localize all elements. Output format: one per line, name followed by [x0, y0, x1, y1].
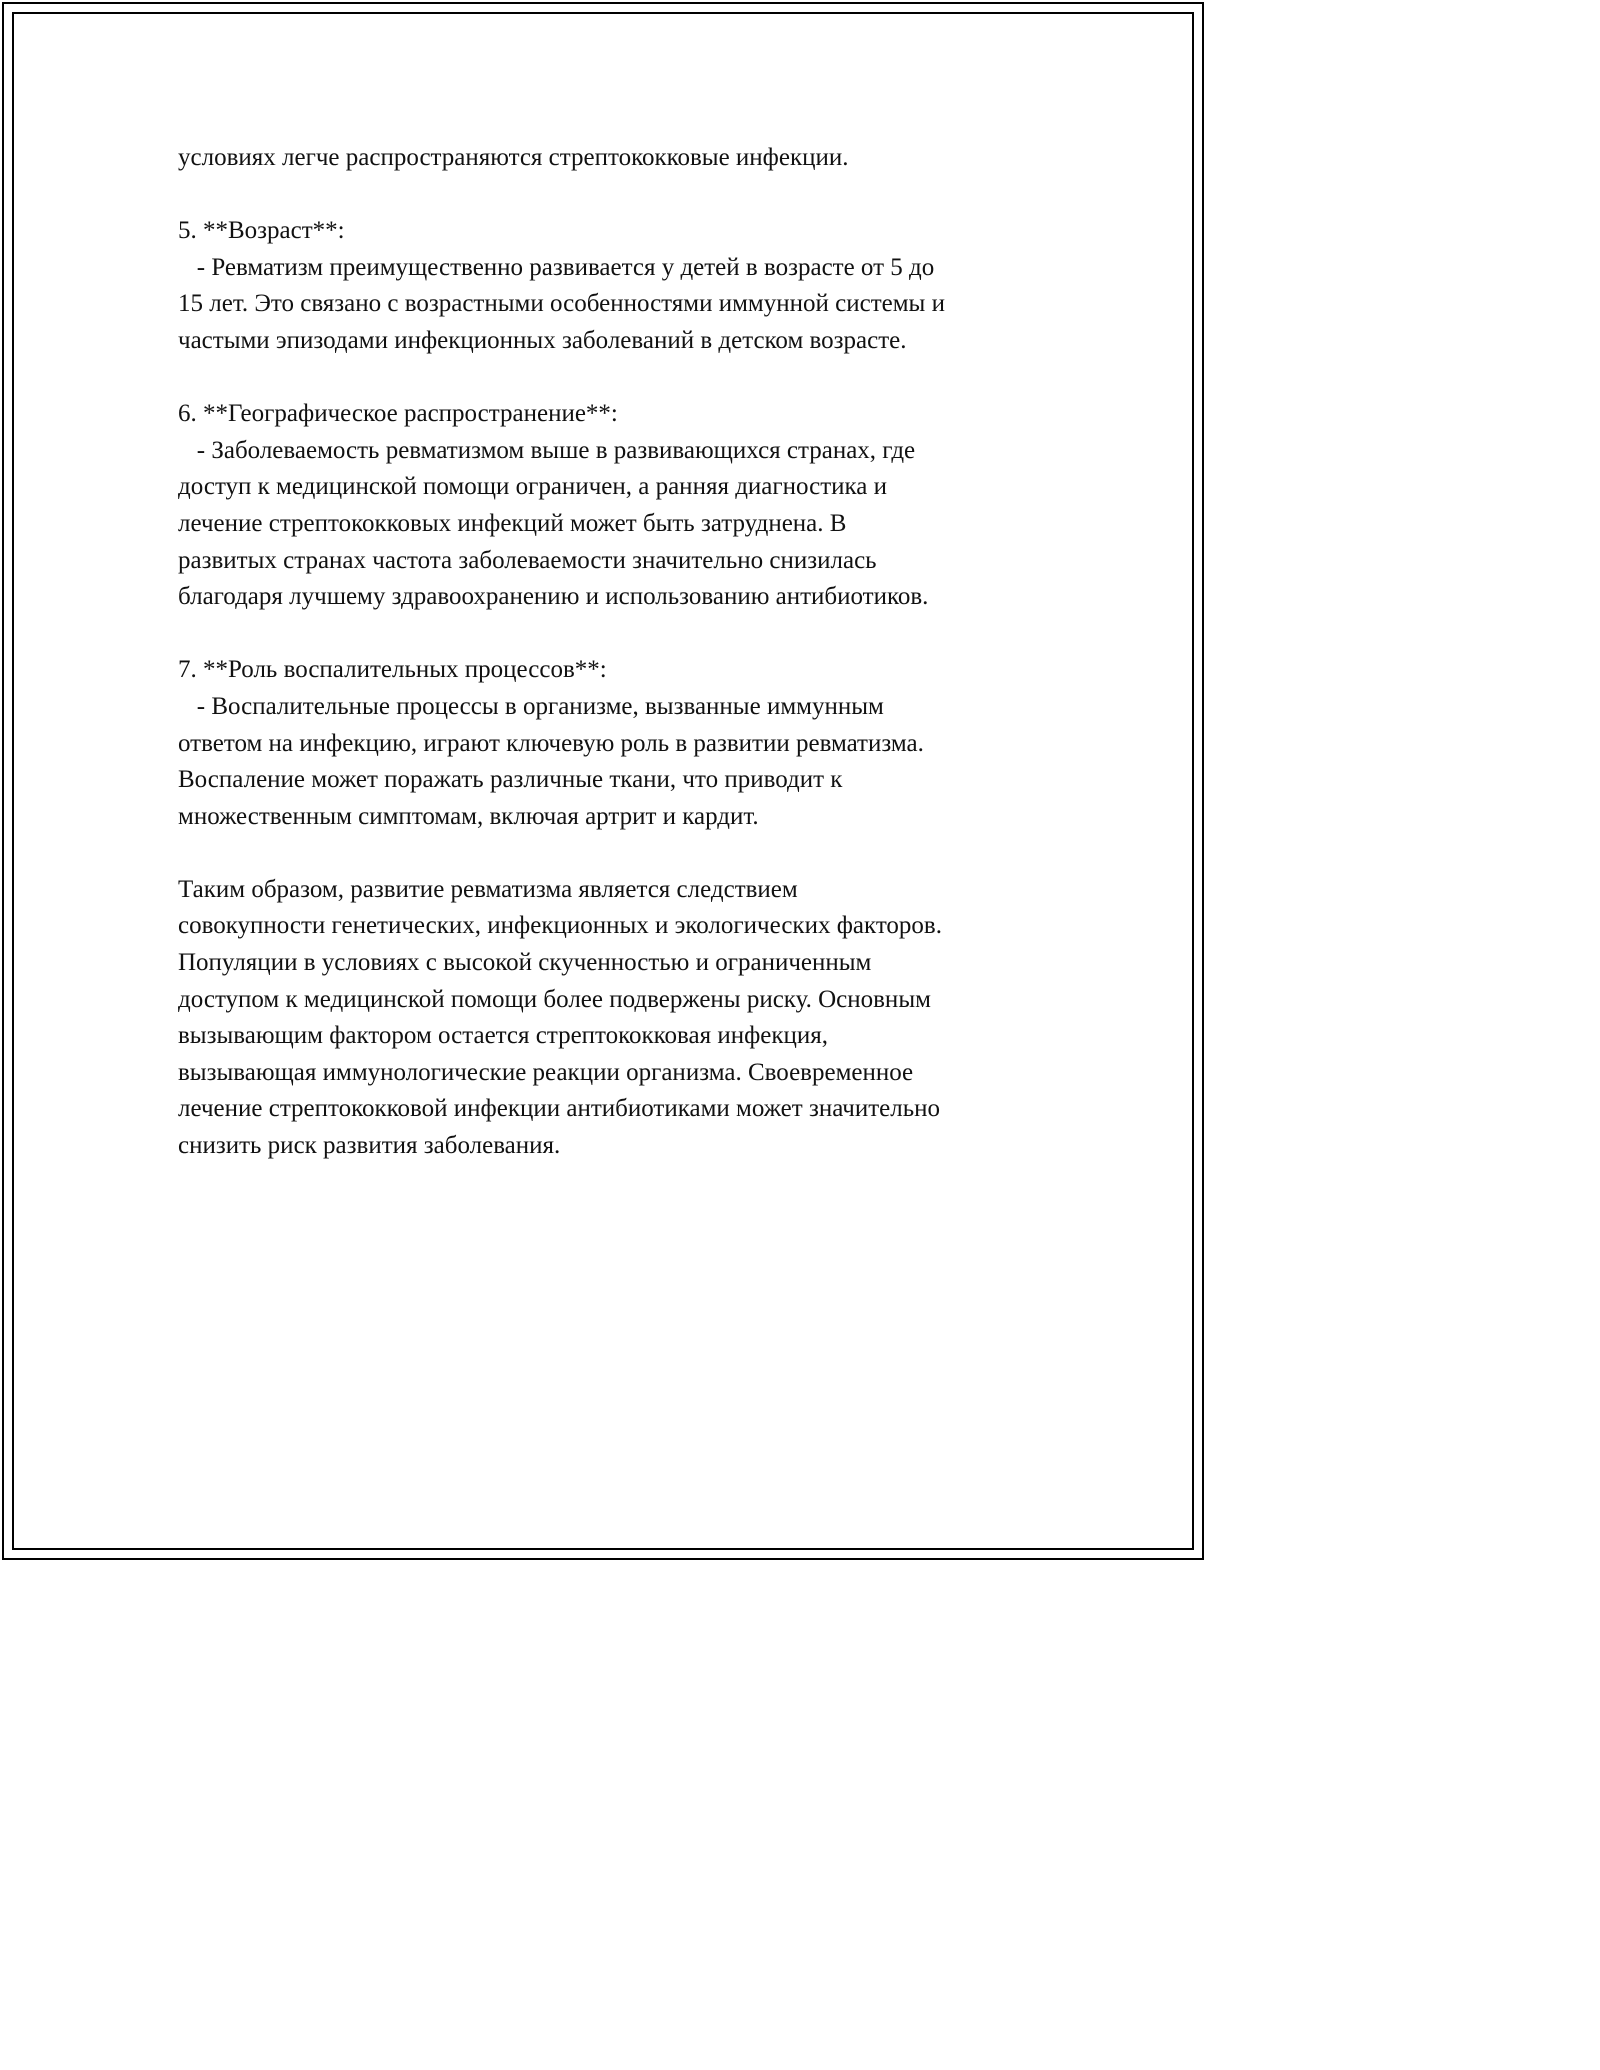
section-heading-geography: 6. **Географическое распространение**: — [178, 400, 618, 428]
text-line: 15 лет. Это связано с возрастными особенностями иммунной системы и — [178, 290, 945, 318]
text-line: ответом на инфекцию, играют ключевую роль в развитии ревматизма. — [178, 729, 924, 757]
text-line: множественным симптомам, включая артрит и кардит. — [178, 802, 759, 830]
conclusion-line: вызывающая иммунологические реакции организма. Своевременное — [178, 1058, 914, 1086]
text-line: - Ревматизм преимущественно развивается у детей в возрасте от 5 до — [178, 253, 935, 281]
blank-line — [178, 177, 1058, 214]
blank-line — [178, 360, 1058, 397]
conclusion-line: доступом к медицинской помощи более подвержены риску. Основным — [178, 985, 931, 1013]
conclusion-line: снизить риск развития заболевания. — [178, 1132, 561, 1160]
text-line: доступ к медицинской помощи ограничен, а ранняя диагностика и — [178, 473, 888, 501]
text-line: лечение стрептококковых инфекций может быть затруднена. В — [178, 509, 847, 537]
conclusion-line: совокупности генетических, инфекционных и экологических факторов. — [178, 912, 942, 940]
section-heading-inflammation: 7. **Роль воспалительных процессов**: — [178, 656, 607, 684]
blank-line — [178, 835, 1058, 872]
text-line: - Воспалительные процессы в организме, вызванные иммунным — [178, 692, 884, 720]
text-line: развитых странах частота заболеваемости значительно снизилась — [178, 546, 877, 574]
document-body — [178, 140, 1058, 1165]
text-line: частыми эпизодами инфекционных заболеваний в детском возрасте. — [178, 326, 907, 354]
text-line: благодаря лучшему здравоохранению и использованию антибиотиков. — [178, 583, 929, 611]
text-line: Воспаление может поражать различные ткани, что приводит к — [178, 766, 843, 794]
section-heading-age: 5. **Возраст**: — [178, 217, 345, 245]
text-line: условиях легче распространяются стрептококковые инфекции. — [178, 144, 849, 171]
blank-line — [178, 616, 1058, 653]
text-line: - Заболеваемость ревматизмом выше в развивающихся странах, где — [178, 436, 916, 464]
conclusion-line: вызывающим фактором остается стрептококковая инфекция, — [178, 1022, 829, 1050]
conclusion-line: лечение стрептококковой инфекции антибиотиками может значительно — [178, 1095, 941, 1123]
conclusion-line: Популяции в условиях с высокой скученностью и ограниченным — [178, 949, 872, 977]
conclusion-line: Таким образом, развитие ревматизма является следствием — [178, 875, 798, 903]
